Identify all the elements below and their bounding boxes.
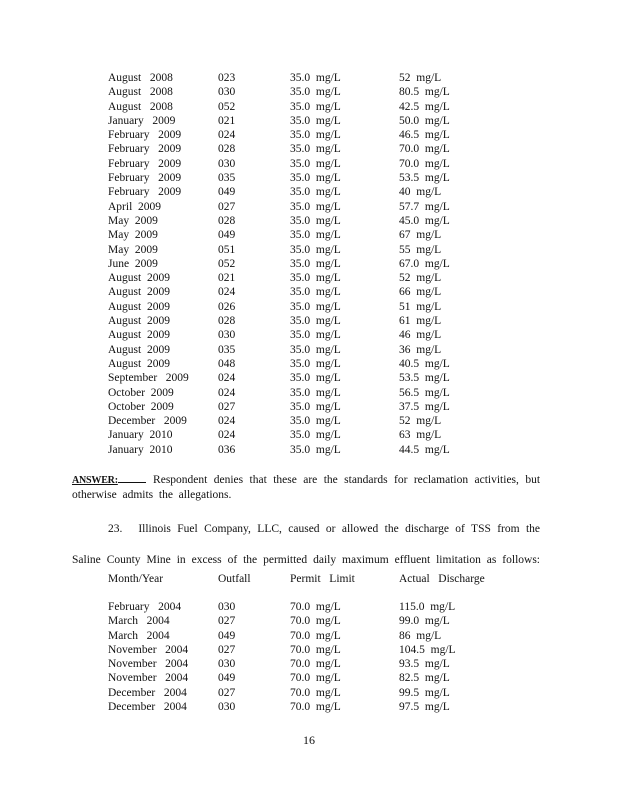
cell-permit-limit: 35.0 mg/L [290,372,341,385]
header-permit-limit: Permit Limit [290,573,355,585]
cell-outfall: 027 [218,615,236,628]
cell-permit-limit: 35.0 mg/L [290,386,341,399]
cell-month-year: February 2004 [108,601,182,613]
cell-actual-discharge: 51 mg/L [399,300,442,313]
cell-outfall: 052 [218,100,236,113]
cell-outfall: 024 [218,372,236,385]
cell-actual-discharge: 44.5 mg/L [399,443,450,456]
paragraph-text: Illinois Fuel Company, LLC, caused or allowed the discharge of TSS from the Saline County Mine in excess of the permitted daily maximum effluent limitation as follows: [72,523,543,566]
cell-actual-discharge: 46 mg/L [399,329,442,342]
cell-month-year: December 2004 [108,686,187,699]
cell-permit-limit: 35.0 mg/L [290,157,341,170]
cell-actual-discharge: 52 mg/L [399,415,442,428]
cell-outfall: 036 [218,443,236,456]
cell-outfall: 052 [218,257,236,270]
cell-actual-discharge: 53.5 mg/L [399,372,450,385]
cell-actual-discharge: 67.0 mg/L [399,257,450,270]
cell-outfall: 048 [218,357,236,370]
cell-outfall: 030 [218,601,236,613]
cell-permit-limit: 35.0 mg/L [290,114,341,127]
cell-actual-discharge: 80.5 mg/L [399,86,450,99]
cell-month-year: February 2009 [108,157,182,170]
cell-permit-limit: 35.0 mg/L [290,257,341,270]
cell-permit-limit: 35.0 mg/L [290,400,341,413]
cell-month-year: March 2004 [108,615,170,628]
header-actual-discharge: Actual Discharge [399,573,485,585]
cell-outfall: 030 [218,701,236,714]
cell-actual-discharge: 40.5 mg/L [399,357,450,370]
cell-month-year: August 2008 [108,100,173,113]
cell-month-year: October 2009 [108,400,174,413]
answer-underline [118,482,146,483]
cell-outfall: 027 [218,200,236,213]
cell-outfall: 030 [218,86,236,99]
cell-permit-limit: 70.0 mg/L [290,629,341,642]
cell-outfall: 023 [218,72,236,84]
cell-permit-limit: 35.0 mg/L [290,300,341,313]
cell-actual-discharge: 66 mg/L [399,286,442,299]
cell-month-year: August 2008 [108,72,173,84]
cell-permit-limit: 70.0 mg/L [290,701,341,714]
allegation-paragraph-23 [72,514,543,576]
answer-label: ANSWER: [72,475,118,486]
cell-actual-discharge: 52 mg/L [399,72,442,84]
cell-actual-discharge: 99.0 mg/L [399,615,450,628]
cell-permit-limit: 70.0 mg/L [290,643,341,656]
cell-permit-limit: 35.0 mg/L [290,214,341,227]
cell-actual-discharge: 70.0 mg/L [399,157,450,170]
cell-actual-discharge: 104.5 mg/L [399,643,456,656]
cell-month-year: August 2009 [108,315,170,328]
cell-month-year: February 2009 [108,186,182,199]
answer-paragraph [72,473,543,503]
cell-outfall: 027 [218,400,236,413]
cell-actual-discharge: 37.5 mg/L [399,400,450,413]
cell-permit-limit: 35.0 mg/L [290,429,341,442]
cell-outfall: 028 [218,214,236,227]
cell-permit-limit: 35.0 mg/L [290,415,341,428]
cell-outfall: 027 [218,686,236,699]
cell-outfall: 035 [218,172,236,185]
cell-outfall: 028 [218,315,236,328]
cell-outfall: 021 [218,272,236,285]
cell-permit-limit: 35.0 mg/L [290,200,341,213]
cell-month-year: August 2009 [108,300,170,313]
cell-month-year: April 2009 [108,200,162,213]
cell-actual-discharge: 45.0 mg/L [399,214,450,227]
cell-month-year: May 2009 [108,214,158,227]
cell-month-year: February 2009 [108,143,182,156]
cell-permit-limit: 35.0 mg/L [290,86,341,99]
table-header-row [108,572,528,586]
cell-actual-discharge: 99.5 mg/L [399,686,450,699]
cell-month-year: June 2009 [108,257,158,270]
cell-outfall: 021 [218,114,236,127]
cell-actual-discharge: 50.0 mg/L [399,114,450,127]
cell-permit-limit: 35.0 mg/L [290,186,341,199]
cell-outfall: 051 [218,243,236,256]
cell-month-year: November 2004 [108,672,189,685]
cell-permit-limit: 35.0 mg/L [290,443,341,456]
cell-outfall: 049 [218,629,236,642]
cell-permit-limit: 35.0 mg/L [290,243,341,256]
cell-actual-discharge: 55 mg/L [399,243,442,256]
cell-permit-limit: 70.0 mg/L [290,601,341,613]
cell-outfall: 024 [218,429,236,442]
cell-permit-limit: 35.0 mg/L [290,357,341,370]
cell-actual-discharge: 63 mg/L [399,429,442,442]
cell-permit-limit: 35.0 mg/L [290,72,341,84]
cell-outfall: 027 [218,643,236,656]
cell-permit-limit: 35.0 mg/L [290,286,341,299]
cell-actual-discharge: 57.7 mg/L [399,200,450,213]
cell-month-year: November 2004 [108,643,189,656]
cell-month-year: August 2009 [108,272,170,285]
cell-outfall: 024 [218,415,236,428]
cell-actual-discharge: 53.5 mg/L [399,172,450,185]
cell-permit-limit: 35.0 mg/L [290,272,341,285]
cell-month-year: August 2008 [108,86,173,99]
cell-month-year: January 2010 [108,429,173,442]
cell-permit-limit: 35.0 mg/L [290,129,341,142]
cell-permit-limit: 35.0 mg/L [290,143,341,156]
cell-actual-discharge: 86 mg/L [399,629,442,642]
cell-outfall: 024 [218,286,236,299]
cell-month-year: February 2009 [108,172,182,185]
cell-actual-discharge: 42.5 mg/L [399,100,450,113]
cell-permit-limit: 70.0 mg/L [290,615,341,628]
cell-outfall: 024 [218,386,236,399]
cell-permit-limit: 70.0 mg/L [290,686,341,699]
cell-outfall: 030 [218,329,236,342]
cell-actual-discharge: 115.0 mg/L [399,601,456,613]
cell-month-year: October 2009 [108,386,174,399]
cell-month-year: December 2004 [108,701,187,714]
cell-month-year: January 2009 [108,114,176,127]
cell-outfall: 049 [218,186,236,199]
header-outfall: Outfall [218,573,251,585]
cell-actual-discharge: 97.5 mg/L [399,701,450,714]
cell-actual-discharge: 52 mg/L [399,272,442,285]
cell-month-year: December 2009 [108,415,187,428]
cell-permit-limit: 35.0 mg/L [290,229,341,242]
cell-permit-limit: 35.0 mg/L [290,100,341,113]
cell-actual-discharge: 67 mg/L [399,229,442,242]
cell-outfall: 030 [218,658,236,671]
cell-month-year: January 2010 [108,443,173,456]
cell-month-year: August 2009 [108,329,170,342]
cell-permit-limit: 35.0 mg/L [290,315,341,328]
cell-month-year: February 2009 [108,129,182,142]
answer-text: Respondent denies that these are the standards for reclamation activities, but otherwise admits the allegations. [72,474,543,501]
cell-actual-discharge: 36 mg/L [399,343,442,356]
cell-month-year: August 2009 [108,343,170,356]
cell-month-year: August 2009 [108,286,170,299]
cell-outfall: 030 [218,157,236,170]
cell-actual-discharge: 56.5 mg/L [399,386,450,399]
cell-actual-discharge: 40 mg/L [399,186,442,199]
cell-month-year: August 2009 [108,357,170,370]
cell-outfall: 026 [218,300,236,313]
cell-month-year: May 2009 [108,243,158,256]
cell-month-year: September 2009 [108,372,189,385]
page-number: 16 [303,733,315,747]
cell-outfall: 024 [218,129,236,142]
cell-permit-limit: 35.0 mg/L [290,329,341,342]
cell-actual-discharge: 46.5 mg/L [399,129,450,142]
cell-permit-limit: 70.0 mg/L [290,672,341,685]
cell-outfall: 049 [218,672,236,685]
cell-actual-discharge: 93.5 mg/L [399,658,450,671]
header-month-year: Month/Year [108,573,164,585]
paragraph-number: 23. [108,523,123,535]
cell-actual-discharge: 70.0 mg/L [399,143,450,156]
cell-month-year: November 2004 [108,658,189,671]
cell-actual-discharge: 82.5 mg/L [399,672,450,685]
cell-outfall: 028 [218,143,236,156]
cell-permit-limit: 70.0 mg/L [290,658,341,671]
cell-permit-limit: 35.0 mg/L [290,172,341,185]
cell-month-year: March 2004 [108,629,170,642]
cell-permit-limit: 35.0 mg/L [290,343,341,356]
cell-month-year: May 2009 [108,229,158,242]
cell-outfall: 035 [218,343,236,356]
cell-outfall: 049 [218,229,236,242]
cell-actual-discharge: 61 mg/L [399,315,442,328]
